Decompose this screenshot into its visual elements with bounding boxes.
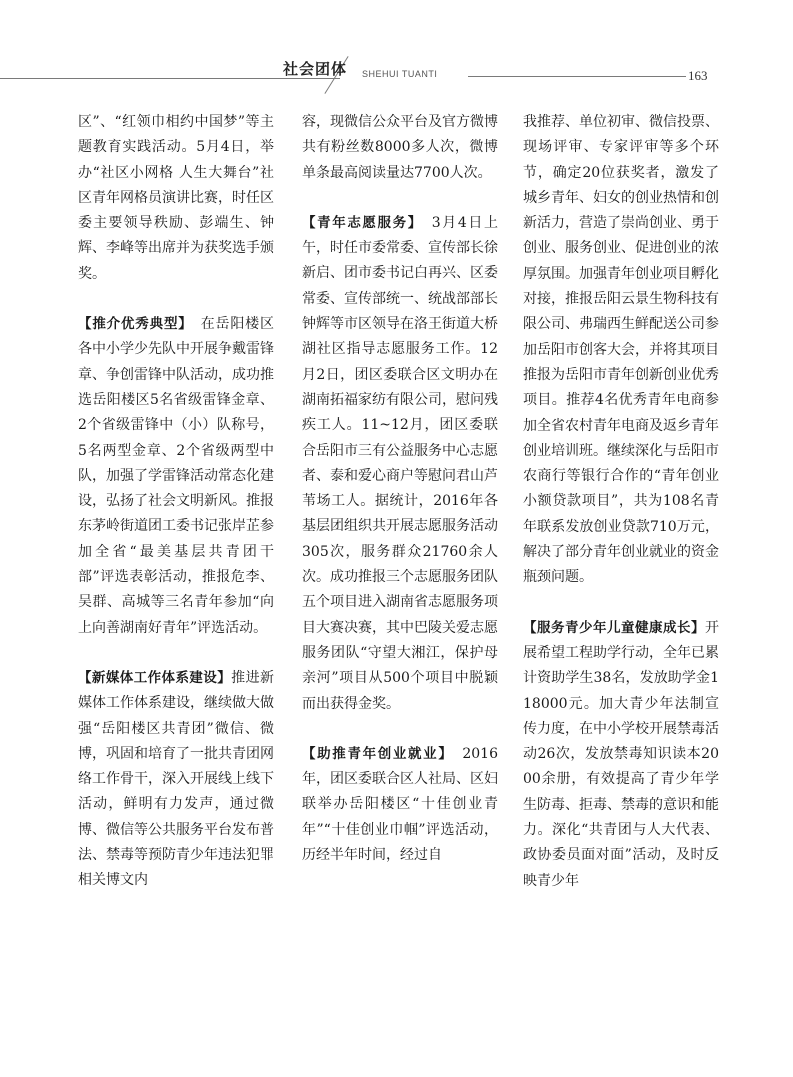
paragraph-text: 容，现微信公众平台及官方微博共有粉丝数8000多人次，微博单条最高阅读量达7700人次。	[302, 114, 498, 181]
paragraph-heading: 【新媒体工作体系建设】	[78, 669, 232, 686]
paragraph-text: 区”、“红领巾相约中国梦”等主题教育实践活动。5月4日，举办“社区小网格 人生大舞台”社区青年网格员演讲比赛，时任区委主要领导秩励、彭端生、钟辉、李峰等出席并为获奖选手颁奖。	[78, 114, 274, 282]
paragraph	[78, 110, 274, 287]
page-header	[0, 0, 793, 100]
paragraph	[523, 110, 719, 591]
section-title: 社会团体	[283, 60, 348, 78]
paragraph-heading: 【青年志愿服务】	[302, 214, 417, 231]
paragraph	[523, 616, 719, 894]
paragraph-heading: 【推介优秀典型】	[78, 316, 186, 333]
text-column-3	[523, 110, 719, 919]
page-number: 163	[688, 68, 708, 83]
paragraph-text: 我推荐、单位初审、微信投票、现场评审、专家评审等多个环节，确定20位获奖者，激发了城乡青年、妇女的创业热情和创新活力，营造了崇尚创业、勇于创业、服务创业、促进创业的浓厚氛围。加强青年创业项目孵化对接，推报岳阳云景生物科技有限公司、弗瑞西生鲜配送公司参加岳阳市创客大会，并将其项目推报为岳阳市青年创新创业优秀项目。推荐4名优秀青年电商参加全省农村青年电商及返乡青年创业培训班。继续深化与岳阳市农商行等银行合作的“青年创业小额贷款项目”，共为108名青年联系发放创业贷款710万元，解决了部分青年创业就业的资金瓶颈问题。	[523, 114, 719, 586]
paragraph	[302, 110, 498, 186]
header-rule-right	[468, 76, 686, 77]
paragraph	[302, 211, 498, 717]
paragraph-text: 推进新媒体工作体系建设，继续做大做强“岳阳楼区共青团”微信、微博，巩固和培育了一批共青团网络工作骨干，深入开展线上线下活动，鲜明有力发声，通过微博、微信等公共服务平台发布普法、禁毒等预防青少年违法犯罪相关博文内	[78, 669, 275, 889]
section-pinyin: SHEHUI TUANTI	[362, 69, 438, 79]
paragraph	[302, 742, 498, 868]
paragraph-text: 2016年，团区委联合区人社局、区妇联举办岳阳楼区“十佳创业青年”“十佳创业巾帼”评选活动，历经半年时间，经过自	[302, 745, 498, 864]
text-column-2	[302, 110, 498, 893]
paragraph-text: 开展希望工程助学行动，全年已累计资助学生38名，发放助学金118000元。加大青少年法制宣传力度，在中小学校开展禁毒活动26次，发放禁毒知识读本2000余册，有效提高了青少年学生防毒、拒毒、禁毒的意识和能力。深化“共青团与人大代表、政协委员面对面”活动，及时反映青少年	[523, 619, 719, 889]
paragraph-heading: 【助推青年创业就业】	[302, 745, 447, 762]
paragraph-text: 3月4日上午，时任市委常委、宣传部长徐新启、团市委书记白再兴、区委常委、宣传部统一、统战部部长钟辉等市区领导在洛王街道大桥湖社区指导志愿服务工作。12月2日，团区委联合区文明办在湖南拓福家纺有限公司，慰问残疾工人。11~12月，团区委联合岳阳市三有公益服务中心志愿者、泰和爱心商户等慰问君山芦苇场工人。据统计，2016年各基层团组织共开展志愿服务活动305次，服务群众21760余人次。成功推报三个志愿服务团队五个项目进入湖南省志愿服务项目大赛决赛，其中巴陵关爱志愿服务团队“守望大湘江，保护母亲河”项目从500个项目中脱颖而出获得金奖。	[302, 214, 498, 712]
paragraph	[78, 666, 274, 894]
paragraph-text: 在岳阳楼区各中小学少先队中开展争戴雷锋章、争创雷锋中队活动，成功推选岳阳楼区5名省级雷锋金章、2个省级雷锋中（小）队称号，5名两型金章、2个省级两型中队，加强了学雷锋活动常态化建设，弘扬了社会文明新风。推报东茅岭街道团工委书记张岸芷参加全省“最美基层共青团干部”评选表彰活动，推报危李、吴群、高城等三名青年参加“向上向善湖南好青年”评选活动。	[78, 316, 275, 636]
paragraph-heading: 【服务青少年儿童健康成长】	[523, 619, 705, 636]
text-column-1	[78, 110, 274, 919]
paragraph	[78, 312, 274, 641]
